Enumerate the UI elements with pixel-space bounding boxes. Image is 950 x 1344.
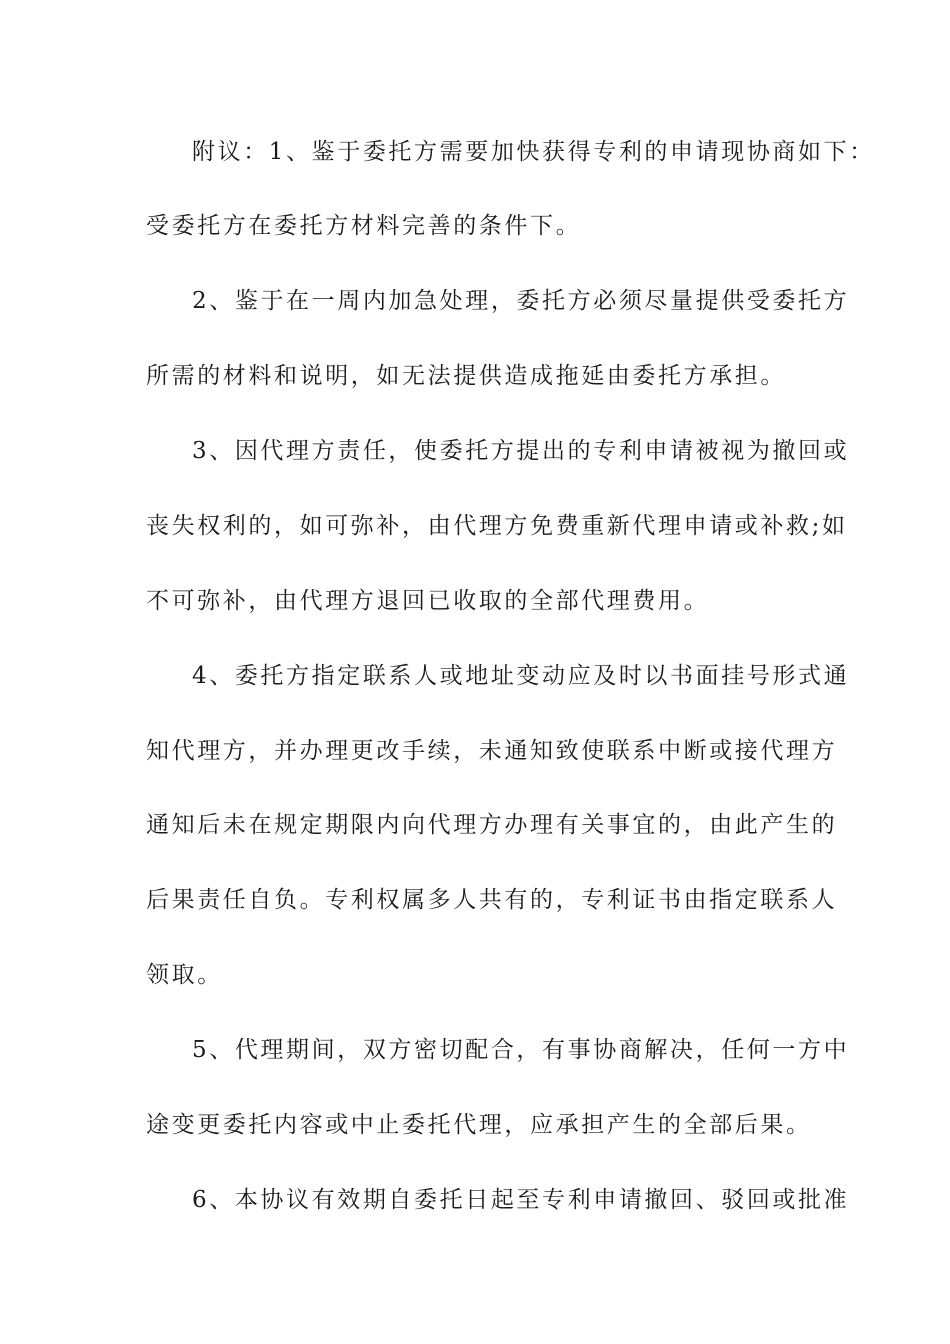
paragraph-5-line-1: 5、代理期间，双方密切配合，有事协商解决，任何一方中 [192, 1037, 850, 1063]
paragraph-1-line-1: 附议：1、鉴于委托方需要加快获得专利的申请现协商如下： [192, 139, 875, 165]
paragraph-2-line-2: 所需的材料和说明，如无法提供造成拖延由委托方承担。 [146, 363, 786, 389]
paragraph-4-line-5: 领取。 [146, 962, 223, 988]
paragraph-5-line-2: 途变更委托内容或中止委托代理，应承担产生的全部后果。 [146, 1112, 812, 1138]
paragraph-4-line-2: 知代理方，并办理更改手续，未通知致使联系中断或接代理方 [146, 738, 838, 764]
paragraph-4-line-3: 通知后未在规定期限内向代理方办理有关事宜的，由此产生的 [146, 812, 838, 838]
paragraph-3-line-1: 3、因代理方责任，使委托方提出的专利申请被视为撤回或 [192, 438, 850, 464]
paragraph-3-line-3: 不可弥补，由代理方退回已收取的全部代理费用。 [146, 588, 710, 614]
paragraph-6-line-1: 6、本协议有效期自委托日起至专利申请撤回、驳回或批准 [192, 1187, 850, 1213]
paragraph-4-line-4: 后果责任自负。专利权属多人共有的，专利证书由指定联系人 [146, 887, 838, 913]
paragraph-4-line-1: 4、委托方指定联系人或地址变动应及时以书面挂号形式通 [192, 663, 850, 689]
paragraph-3-line-2: 丧失权利的，如可弥补，由代理方免费重新代理申请或补救;如 [146, 513, 848, 539]
paragraph-2-line-1: 2、鉴于在一周内加急处理，委托方必须尽量提供受委托方 [192, 288, 850, 314]
paragraph-1-line-2: 受委托方在委托方材料完善的条件下。 [146, 213, 582, 239]
